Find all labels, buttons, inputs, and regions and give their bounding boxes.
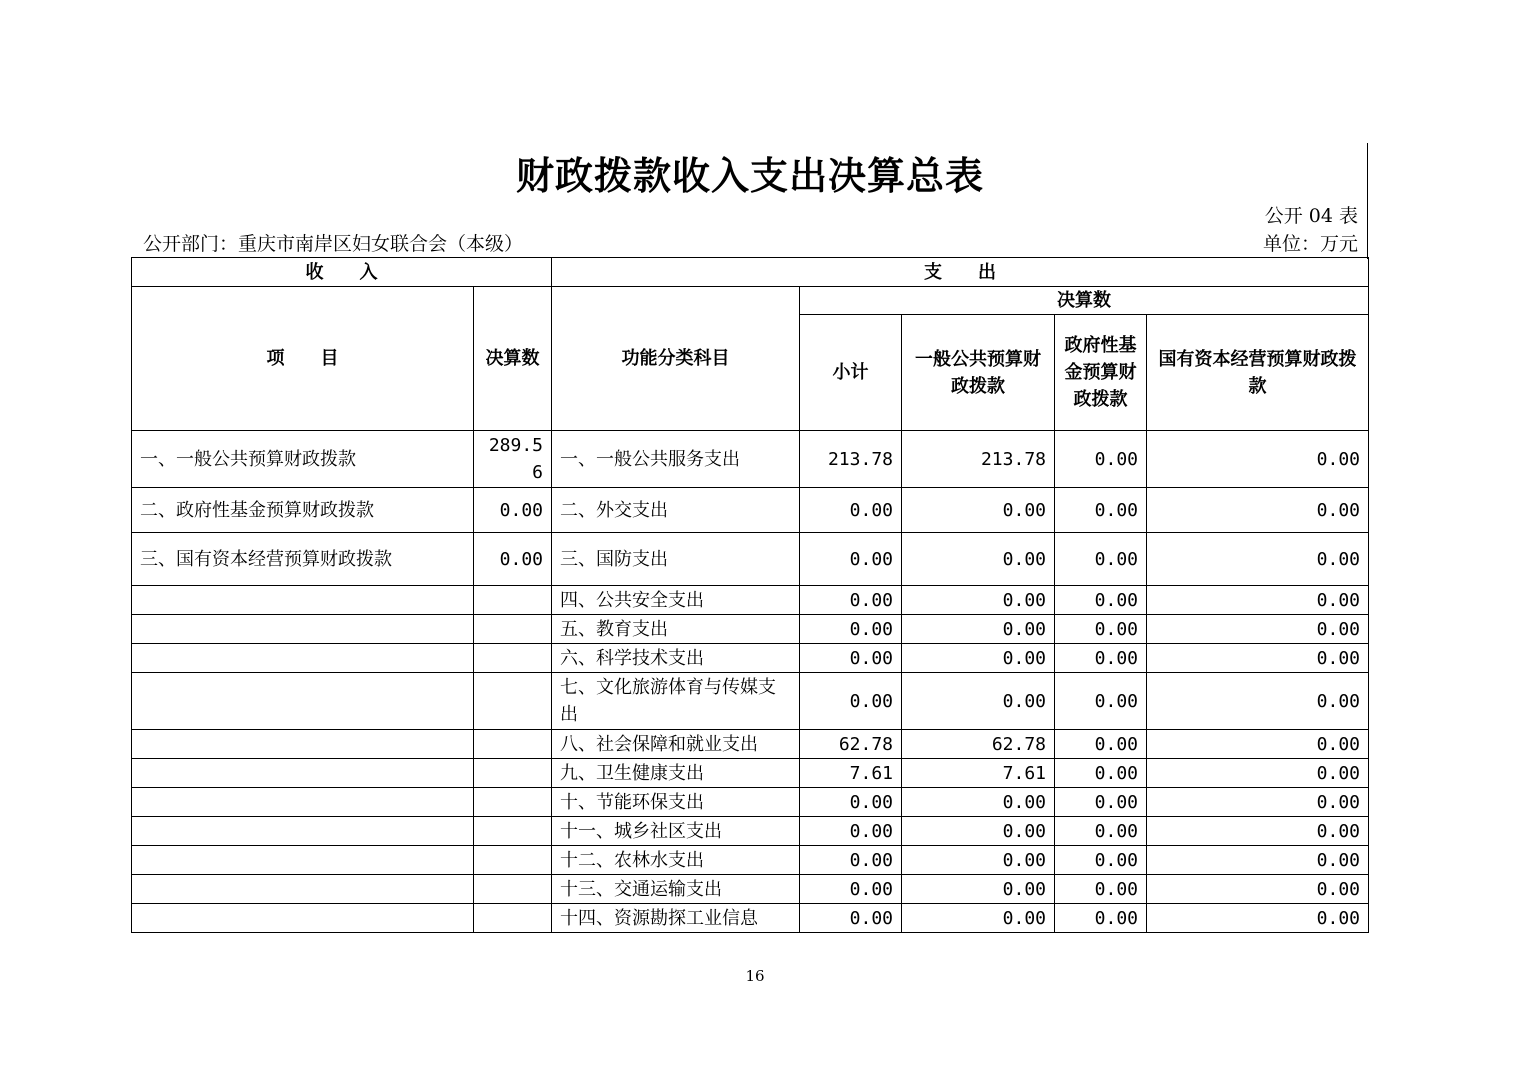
table-row xyxy=(132,673,1369,730)
unit-label: 单位：万元 xyxy=(1262,233,1358,255)
gov-fund-cell: 0.00 xyxy=(1055,875,1147,904)
expense-item-cell: 六、科学技术支出 xyxy=(552,644,800,673)
general-budget-cell: 0.00 xyxy=(902,788,1055,817)
income-amount-cell xyxy=(474,730,552,759)
income-amount-cell xyxy=(474,817,552,846)
income-item-cell xyxy=(132,730,474,759)
expense-item-cell: 五、教育支出 xyxy=(552,615,800,644)
income-amount-cell: 0.00 xyxy=(474,488,552,533)
subtotal-cell: 0.00 xyxy=(800,488,902,533)
table-row xyxy=(132,488,1369,533)
state-capital-cell: 0.00 xyxy=(1147,533,1369,586)
expense-item-cell: 七、文化旅游体育与传媒支出 xyxy=(552,673,800,730)
table-row xyxy=(132,817,1369,846)
general-budget-cell: 0.00 xyxy=(902,586,1055,615)
subtotal-header: 小计 xyxy=(800,315,902,431)
subtotal-cell: 213.78 xyxy=(800,431,902,488)
document-title: 财政拨款收入支出决算总表 xyxy=(515,153,984,198)
gov-fund-cell: 0.00 xyxy=(1055,586,1147,615)
page-number: 16 xyxy=(745,967,765,985)
gov-fund-header: 政府性基金预算财政拨款 xyxy=(1055,315,1147,431)
state-capital-cell: 0.00 xyxy=(1147,586,1369,615)
income-item-cell: 二、政府性基金预算财政拨款 xyxy=(132,488,474,533)
subtotal-cell: 0.00 xyxy=(800,817,902,846)
gov-fund-cell: 0.00 xyxy=(1055,673,1147,730)
subtotal-cell: 0.00 xyxy=(800,904,902,933)
expense-item-cell: 十、节能环保支出 xyxy=(552,788,800,817)
state-capital-cell: 0.00 xyxy=(1147,875,1369,904)
table-row xyxy=(132,788,1369,817)
table-row xyxy=(132,586,1369,615)
income-item-cell xyxy=(132,904,474,933)
general-budget-cell: 213.78 xyxy=(902,431,1055,488)
gov-fund-cell: 0.00 xyxy=(1055,759,1147,788)
table-row xyxy=(132,846,1369,875)
general-budget-cell: 0.00 xyxy=(902,904,1055,933)
table-row xyxy=(132,875,1369,904)
income-item-cell xyxy=(132,644,474,673)
table-row xyxy=(132,730,1369,759)
header-row-2 xyxy=(132,287,1369,315)
income-amount-cell xyxy=(474,904,552,933)
gov-fund-cell: 0.00 xyxy=(1055,431,1147,488)
general-budget-cell: 0.00 xyxy=(902,673,1055,730)
subtotal-cell: 0.00 xyxy=(800,673,902,730)
final-amount-header: 决算数 xyxy=(800,287,1369,315)
subtotal-cell: 0.00 xyxy=(800,615,902,644)
gov-fund-cell: 0.00 xyxy=(1055,644,1147,673)
subtotal-cell: 0.00 xyxy=(800,586,902,615)
expense-item-cell: 九、卫生健康支出 xyxy=(552,759,800,788)
income-amount-cell xyxy=(474,673,552,730)
state-capital-cell: 0.00 xyxy=(1147,817,1369,846)
income-amount-cell xyxy=(474,875,552,904)
income-amount-cell xyxy=(474,846,552,875)
expense-item-cell: 二、外交支出 xyxy=(552,488,800,533)
state-capital-cell: 0.00 xyxy=(1147,788,1369,817)
income-amount-cell xyxy=(474,788,552,817)
state-capital-header: 国有资本经营预算财政拨款 xyxy=(1147,315,1369,431)
general-budget-header: 一般公共预算财政拨款 xyxy=(902,315,1055,431)
budget-table xyxy=(131,257,1369,933)
general-budget-cell: 0.00 xyxy=(902,533,1055,586)
income-item-cell: 一、一般公共预算财政拨款 xyxy=(132,431,474,488)
income-amount-cell xyxy=(474,759,552,788)
state-capital-cell: 0.00 xyxy=(1147,644,1369,673)
subtotal-cell: 0.00 xyxy=(800,846,902,875)
form-number: 公开 04 表 xyxy=(1264,205,1358,227)
state-capital-cell: 0.00 xyxy=(1147,904,1369,933)
income-item-cell xyxy=(132,673,474,730)
state-capital-cell: 0.00 xyxy=(1147,673,1369,730)
department-label: 公开部门：重庆市南岸区妇女联合会（本级） xyxy=(143,233,524,255)
subtotal-cell: 0.00 xyxy=(800,788,902,817)
subtotal-cell: 0.00 xyxy=(800,533,902,586)
gov-fund-cell: 0.00 xyxy=(1055,533,1147,586)
table-body xyxy=(132,431,1369,933)
income-header: 收 入 xyxy=(132,258,552,287)
item-header: 项 目 xyxy=(132,287,474,431)
gov-fund-cell: 0.00 xyxy=(1055,615,1147,644)
income-item-cell xyxy=(132,586,474,615)
general-budget-cell: 7.61 xyxy=(902,759,1055,788)
general-budget-cell: 62.78 xyxy=(902,730,1055,759)
income-amount-cell xyxy=(474,586,552,615)
income-amount-cell xyxy=(474,644,552,673)
general-budget-cell: 0.00 xyxy=(902,875,1055,904)
subtotal-cell: 62.78 xyxy=(800,730,902,759)
expense-item-cell: 十二、农林水支出 xyxy=(552,846,800,875)
gov-fund-cell: 0.00 xyxy=(1055,788,1147,817)
general-budget-cell: 0.00 xyxy=(902,817,1055,846)
subtotal-cell: 0.00 xyxy=(800,644,902,673)
table-row xyxy=(132,533,1369,586)
table-row xyxy=(132,759,1369,788)
function-class-header: 功能分类科目 xyxy=(552,287,800,431)
income-item-cell xyxy=(132,875,474,904)
income-item-cell xyxy=(132,759,474,788)
gov-fund-cell: 0.00 xyxy=(1055,817,1147,846)
expense-item-cell: 十四、资源勘探工业信息 xyxy=(552,904,800,933)
amount-header: 决算数 xyxy=(474,287,552,431)
gov-fund-cell: 0.00 xyxy=(1055,846,1147,875)
state-capital-cell: 0.00 xyxy=(1147,730,1369,759)
gov-fund-cell: 0.00 xyxy=(1055,904,1147,933)
expense-item-cell: 八、社会保障和就业支出 xyxy=(552,730,800,759)
gov-fund-cell: 0.00 xyxy=(1055,730,1147,759)
state-capital-cell: 0.00 xyxy=(1147,431,1369,488)
general-budget-cell: 0.00 xyxy=(902,846,1055,875)
expense-item-cell: 十一、城乡社区支出 xyxy=(552,817,800,846)
income-item-cell xyxy=(132,846,474,875)
income-amount-cell xyxy=(474,615,552,644)
general-budget-cell: 0.00 xyxy=(902,488,1055,533)
income-item-cell: 三、国有资本经营预算财政拨款 xyxy=(132,533,474,586)
table-row xyxy=(132,904,1369,933)
table-row xyxy=(132,615,1369,644)
expense-item-cell: 一、一般公共服务支出 xyxy=(552,431,800,488)
subtotal-cell: 7.61 xyxy=(800,759,902,788)
state-capital-cell: 0.00 xyxy=(1147,615,1369,644)
table-row xyxy=(132,431,1369,488)
income-item-cell xyxy=(132,817,474,846)
subtotal-cell: 0.00 xyxy=(800,875,902,904)
expense-header: 支 出 xyxy=(552,258,1369,287)
income-amount-cell: 0.00 xyxy=(474,533,552,586)
header-row-1 xyxy=(132,258,1369,287)
table-row xyxy=(132,644,1369,673)
expense-item-cell: 三、国防支出 xyxy=(552,533,800,586)
income-amount-cell: 289.56 xyxy=(474,431,552,488)
general-budget-cell: 0.00 xyxy=(902,615,1055,644)
expense-item-cell: 四、公共安全支出 xyxy=(552,586,800,615)
state-capital-cell: 0.00 xyxy=(1147,759,1369,788)
state-capital-cell: 0.00 xyxy=(1147,846,1369,875)
state-capital-cell: 0.00 xyxy=(1147,488,1369,533)
income-item-cell xyxy=(132,615,474,644)
income-item-cell xyxy=(132,788,474,817)
general-budget-cell: 0.00 xyxy=(902,644,1055,673)
expense-item-cell: 十三、交通运输支出 xyxy=(552,875,800,904)
gov-fund-cell: 0.00 xyxy=(1055,488,1147,533)
